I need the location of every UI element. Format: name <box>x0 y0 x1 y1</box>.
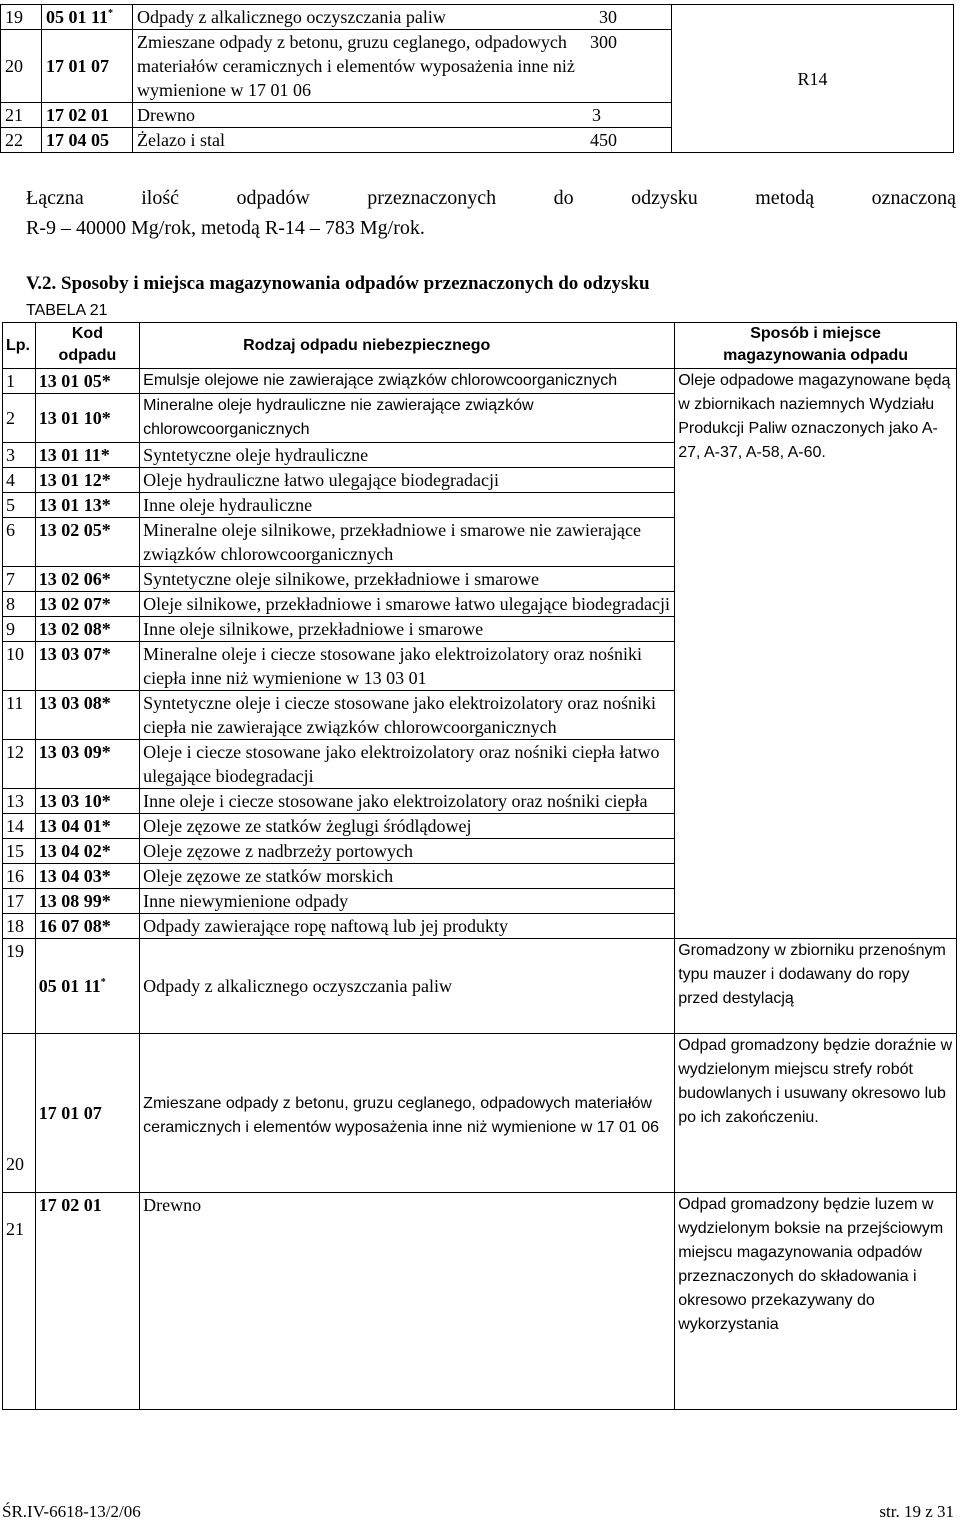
kod-cell <box>35 939 139 1034</box>
name-cell <box>133 103 672 128</box>
header-sposob-line2: magazynowania odpadu <box>723 347 909 364</box>
name-text: Odpady z alkalicznego oczyszczania paliw <box>137 7 446 27</box>
summary-line2: R-9 – 40000 Mg/rok, metodą R-14 – 783 Mg/rok. <box>26 217 425 239</box>
table-row <box>3 939 957 1034</box>
kod-cell: 13 01 11* <box>35 443 139 468</box>
header-kod-line1: Kod <box>71 325 103 342</box>
header-row <box>3 323 957 369</box>
name-cell: Oleje hydrauliczne łatwo ulegające biodegradacji <box>140 468 675 493</box>
lp-cell: 9 <box>3 617 36 642</box>
summary-word: ilość <box>141 187 179 209</box>
name-text: Żelazo i stal <box>137 130 225 150</box>
name-cell: Syntetyczne oleje silnikowe, przekładniowe i smarowe <box>140 567 675 592</box>
lp-cell: 6 <box>3 518 36 567</box>
kod-cell: 13 03 08* <box>35 691 139 740</box>
name-cell: Odpady zawierające ropę naftową lub jej produkty <box>140 914 675 939</box>
kod-cell: 13 03 09* <box>35 740 139 789</box>
qty-text: 30 <box>599 7 617 27</box>
qty-text: 3 <box>592 105 601 125</box>
lp-cell: 2 <box>3 394 36 443</box>
section-heading: V.2. Sposoby i miejsca magazynowania odpadów przeznaczonych do odzysku <box>26 273 650 294</box>
summary-word: przeznaczonych <box>367 187 497 209</box>
name-cell: Inne niewymienione odpady <box>140 889 675 914</box>
kod-cell: 13 04 03* <box>35 864 139 889</box>
main-table <box>2 322 957 1410</box>
name-cell: Odpady z alkalicznego oczyszczania paliw <box>140 939 675 1034</box>
kod-cell <box>42 5 133 30</box>
summary-word: oznaczoną <box>871 187 956 209</box>
method-cell: R14 <box>672 5 954 153</box>
header-sposob <box>675 323 957 369</box>
lp-cell: 14 <box>3 814 36 839</box>
name-text: Zmieszane odpady z betonu, gruzu ceglanego, odpadowych materiałów ceramicznych i elementów wyposażenia inne niż wymienione w 17 01 06 <box>137 32 575 100</box>
name-cell <box>133 128 672 153</box>
lp-cell: 5 <box>3 493 36 518</box>
summary-word: metodą <box>755 187 815 209</box>
name-cell: Oleje silnikowe, przekładniowe i smarowe łatwo ulegające biodegradacji <box>140 592 675 617</box>
kod-cell: 13 03 10* <box>35 789 139 814</box>
kod-cell: 17 02 01 <box>35 1193 139 1410</box>
lp-cell: 12 <box>3 740 36 789</box>
footer-document-id: ŚR.IV-6618-13/2/06 <box>2 1502 141 1521</box>
lp-cell: 13 <box>3 789 36 814</box>
table-row <box>3 1034 957 1193</box>
top-table <box>0 4 954 153</box>
kod-cell: 13 01 10* <box>35 394 139 443</box>
kod-cell: 13 01 12* <box>35 468 139 493</box>
lp-cell: 8 <box>3 592 36 617</box>
lp-cell: 21 <box>1 103 42 128</box>
table-row <box>3 369 957 394</box>
lp-cell: 19 <box>1 5 42 30</box>
name-cell: Mineralne oleje hydrauliczne nie zawierające związków chlorowcoorganicznych <box>140 394 675 443</box>
name-cell: Oleje zęzowe ze statków morskich <box>140 864 675 889</box>
sposob-cell: Odpad gromadzony będzie luzem w wydzielonym boksie na przejściowym miejscu magazynowania odpadów przeznaczonych do składowania i okresowo przekazywany do wykorzystania <box>675 1193 957 1410</box>
name-cell: Inne oleje hydrauliczne <box>140 493 675 518</box>
oil-rows <box>3 369 957 939</box>
kod-cell: 13 03 07* <box>35 642 139 691</box>
table-row <box>1 5 954 30</box>
lp-cell: 3 <box>3 443 36 468</box>
qty-text: 450 <box>590 130 617 150</box>
lp-cell: 18 <box>3 914 36 939</box>
name-cell <box>133 5 672 30</box>
summary-line1 <box>26 183 956 213</box>
qty-text: 300 <box>590 32 617 52</box>
summary-word: odzysku <box>631 187 698 209</box>
header-sposob-line1: Sposób i miejsce <box>750 325 881 342</box>
sposob-cell: Gromadzony w zbiorniku przenośnym typu mauzer i dodawany do ropy przed destylacją <box>675 939 957 1034</box>
name-cell: Mineralne oleje i ciecze stosowane jako elektroizolatory oraz nośniki ciepła inne niż wymienione w 13 03 01 <box>140 642 675 691</box>
lp-cell: 19 <box>3 939 36 1034</box>
lp-cell: 4 <box>3 468 36 493</box>
footer-page-number: str. 19 z 31 <box>879 1502 954 1521</box>
name-cell: Zmieszane odpady z betonu, gruzu ceglanego, odpadowych materiałów ceramicznych i elementów wyposażenia inne niż wymienione w 17 01 06 <box>140 1034 675 1193</box>
kod-cell: 16 07 08* <box>35 914 139 939</box>
header-kod-line2: odpadu <box>58 347 117 364</box>
name-text: Drewno <box>137 105 195 125</box>
tabela-label: TABELA 21 <box>26 302 108 319</box>
name-cell: Syntetyczne oleje i ciecze stosowane jako elektroizolatory oraz nośniki ciepła nie zawierające związków chlorowcoorganicznych <box>140 691 675 740</box>
kod-cell: 13 02 08* <box>35 617 139 642</box>
header-kod <box>35 323 139 369</box>
summary-word: do <box>553 187 574 209</box>
asterisk: * <box>100 977 106 988</box>
name-cell: Emulsje olejowe nie zawierające związków chlorowcoorganicznych <box>140 369 675 394</box>
kod-cell: 17 01 07 <box>35 1034 139 1193</box>
name-cell <box>133 30 672 103</box>
name-cell: Oleje zęzowe z nadbrzeży portowych <box>140 839 675 864</box>
lp-cell: 11 <box>3 691 36 740</box>
lp-cell: 17 <box>3 889 36 914</box>
lp-cell: 21 <box>3 1193 36 1410</box>
kod-cell: 13 04 02* <box>35 839 139 864</box>
name-cell: Drewno <box>140 1193 675 1410</box>
kod-cell: 17 01 07 <box>42 30 133 103</box>
summary-paragraph <box>26 183 956 243</box>
sposob-cell: Odpad gromadzony będzie doraźnie w wydzielonym miejscu strefy robót budowlanych i usuwany okresowo lub po ich zakończeniu. <box>675 1034 957 1193</box>
name-cell: Syntetyczne oleje hydrauliczne <box>140 443 675 468</box>
kod-cell: 13 08 99* <box>35 889 139 914</box>
asterisk: * <box>108 8 114 19</box>
kod-cell: 13 04 01* <box>35 814 139 839</box>
lp-cell: 20 <box>3 1034 36 1193</box>
name-cell: Oleje i ciecze stosowane jako elektroizolatory oraz nośniki ciepła łatwo ulegające biodegradacji <box>140 740 675 789</box>
lp-cell: 1 <box>3 369 36 394</box>
kod-cell: 13 01 13* <box>35 493 139 518</box>
kod-cell: 17 04 05 <box>42 128 133 153</box>
kod-cell: 13 02 05* <box>35 518 139 567</box>
name-cell: Mineralne oleje silnikowe, przekładniowe i smarowe nie zawierające związków chlorowcoorganicznych <box>140 518 675 567</box>
header-lp: Lp. <box>3 323 36 369</box>
kod-cell: 13 01 05* <box>35 369 139 394</box>
name-cell: Inne oleje i ciecze stosowane jako elektroizolatory oraz nośniki ciepła <box>140 789 675 814</box>
summary-word: Łączna <box>26 187 84 209</box>
lp-cell: 20 <box>1 30 42 103</box>
lp-cell: 7 <box>3 567 36 592</box>
kod-text: 05 01 11 <box>38 976 101 996</box>
name-cell: Oleje zęzowe ze statków żeglugi śródlądowej <box>140 814 675 839</box>
summary-word: odpadów <box>236 187 310 209</box>
lp-cell: 15 <box>3 839 36 864</box>
lp-cell: 16 <box>3 864 36 889</box>
header-rodzaj: Rodzaj odpadu niebezpiecznego <box>140 323 675 369</box>
name-cell: Inne oleje silnikowe, przekładniowe i smarowe <box>140 617 675 642</box>
lp-cell: 10 <box>3 642 36 691</box>
kod-cell: 13 02 07* <box>35 592 139 617</box>
lp-cell: 22 <box>1 128 42 153</box>
sposob-cell: Oleje odpadowe magazynowane będą w zbiornikach naziemnych Wydziału Produkcji Paliw oznaczonych jako A-27, A-37, A-58, A-60. <box>675 369 957 939</box>
kod-cell: 17 02 01 <box>42 103 133 128</box>
kod-cell: 13 02 06* <box>35 567 139 592</box>
table-row <box>3 1193 957 1410</box>
kod-text: 05 01 11 <box>46 7 109 27</box>
